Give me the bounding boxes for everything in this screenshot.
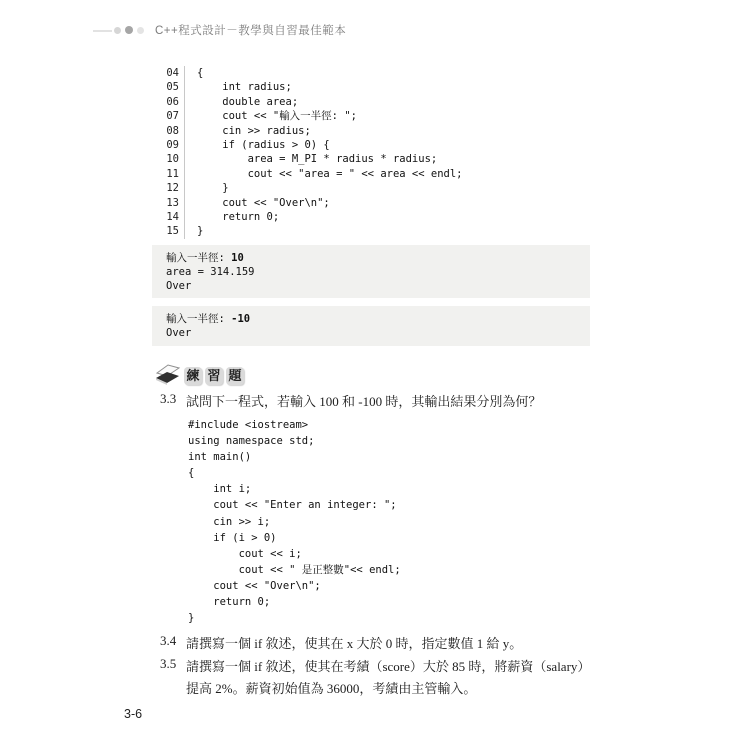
code-line [158, 181, 463, 195]
code-line [158, 196, 463, 210]
code-text: cout << "Over\n"; [188, 579, 321, 592]
code-line [158, 167, 463, 181]
line-number: 06 [158, 95, 185, 109]
code-line [158, 224, 463, 238]
output-line [166, 312, 576, 326]
exercise-3-3 [160, 391, 630, 413]
code-text: return 0; [197, 210, 280, 223]
exercise-number: 3.5 [160, 656, 177, 671]
code-text: cout << "輸入一半徑: "; [197, 110, 357, 123]
user-input-value: -10 [231, 313, 251, 325]
code-text: cin >> radius; [197, 124, 311, 137]
code-text: double area; [197, 95, 299, 108]
line-number: 13 [158, 196, 185, 210]
header-dot [125, 26, 133, 34]
code-text: int i; [188, 483, 252, 496]
code-text: } [197, 182, 229, 195]
exercise-text-line: 請撰寫一個 if 敘述，使其在考績（score）大於 85 時，將薪資（salary） [186, 659, 591, 674]
code-line [158, 80, 463, 94]
code-text: cout << "Over\n"; [197, 196, 330, 209]
line-number: 08 [158, 124, 185, 138]
code-text: if (i > 0) [188, 531, 277, 544]
user-input-value: 10 [231, 252, 244, 264]
code-text: } [197, 225, 204, 238]
header-dot [114, 27, 121, 34]
code-text: if (radius > 0) { [197, 138, 330, 151]
output-line: Over [166, 280, 192, 292]
practice-badge-char: 題 [226, 367, 244, 385]
code-text: { [197, 67, 204, 79]
code-text: cout << " 是正整數"<< endl; [188, 563, 401, 576]
line-number: 07 [158, 109, 185, 123]
code-text: cout << "area = " << area << endl; [197, 167, 463, 180]
exercise-number: 3.4 [160, 633, 177, 648]
practice-badge-char: 習 [205, 367, 223, 385]
exercise-text: 請撰寫一個 if 敘述，使其在 x 大於 0 時，指定數值 1 給 y。 [186, 636, 523, 651]
code-listing-plain [188, 417, 401, 626]
code-text: #include <iostream> [188, 419, 309, 431]
code-line [158, 66, 463, 80]
output-line: Over [166, 327, 192, 339]
code-text: } [188, 612, 195, 625]
header-rule [93, 30, 112, 32]
exercise-number: 3.3 [160, 391, 177, 406]
output-line: area = 314.159 [166, 266, 255, 278]
code-text: return 0; [188, 596, 271, 609]
output-line [166, 251, 576, 265]
page-number: 3-6 [124, 707, 143, 721]
code-text: { [188, 467, 195, 480]
exercise-text-line: 提高 2%。薪資初始值為 36000，考績由主管輸入。 [186, 681, 477, 696]
code-text: int main() [188, 451, 252, 464]
code-listing-numbered [158, 66, 463, 239]
practice-section-header [155, 363, 244, 388]
code-text: int radius; [197, 81, 292, 94]
line-number: 15 [158, 224, 185, 238]
exercise-text: 試問下一程式，若輸入 100 和 -100 時，其輸出結果分別為何？ [186, 394, 542, 409]
book-title: C++程式設計－教學與自習最佳範本 [155, 25, 347, 37]
header-dot [137, 27, 144, 34]
program-output-box-2 [152, 306, 590, 346]
laptop-icon [155, 363, 181, 388]
line-number: 04 [158, 66, 185, 80]
line-number: 05 [158, 80, 185, 94]
output-prompt: 輸入一半徑: [166, 313, 232, 325]
code-line [158, 152, 463, 166]
exercise-text [186, 656, 630, 700]
code-text: cout << "Enter an integer: "; [188, 499, 397, 512]
program-output-box-1 [152, 245, 590, 298]
code-line [158, 124, 463, 138]
practice-badge-char: 練 [184, 367, 202, 385]
line-number: 09 [158, 138, 185, 152]
code-text: cout << i; [188, 547, 302, 560]
code-text: cin >> i; [188, 515, 271, 528]
code-text: using namespace std; [188, 435, 315, 448]
code-text: area = M_PI * radius * radius; [197, 153, 438, 166]
code-line [158, 95, 463, 109]
code-line [158, 210, 463, 224]
code-line [158, 138, 463, 152]
line-number: 14 [158, 210, 185, 224]
line-number: 12 [158, 181, 185, 195]
exercise-3-4 [160, 633, 630, 655]
output-prompt: 輸入一半徑: [166, 252, 232, 264]
exercise-3-5 [160, 656, 630, 700]
line-number: 10 [158, 152, 185, 166]
line-number: 11 [158, 167, 185, 181]
code-line [158, 109, 463, 123]
